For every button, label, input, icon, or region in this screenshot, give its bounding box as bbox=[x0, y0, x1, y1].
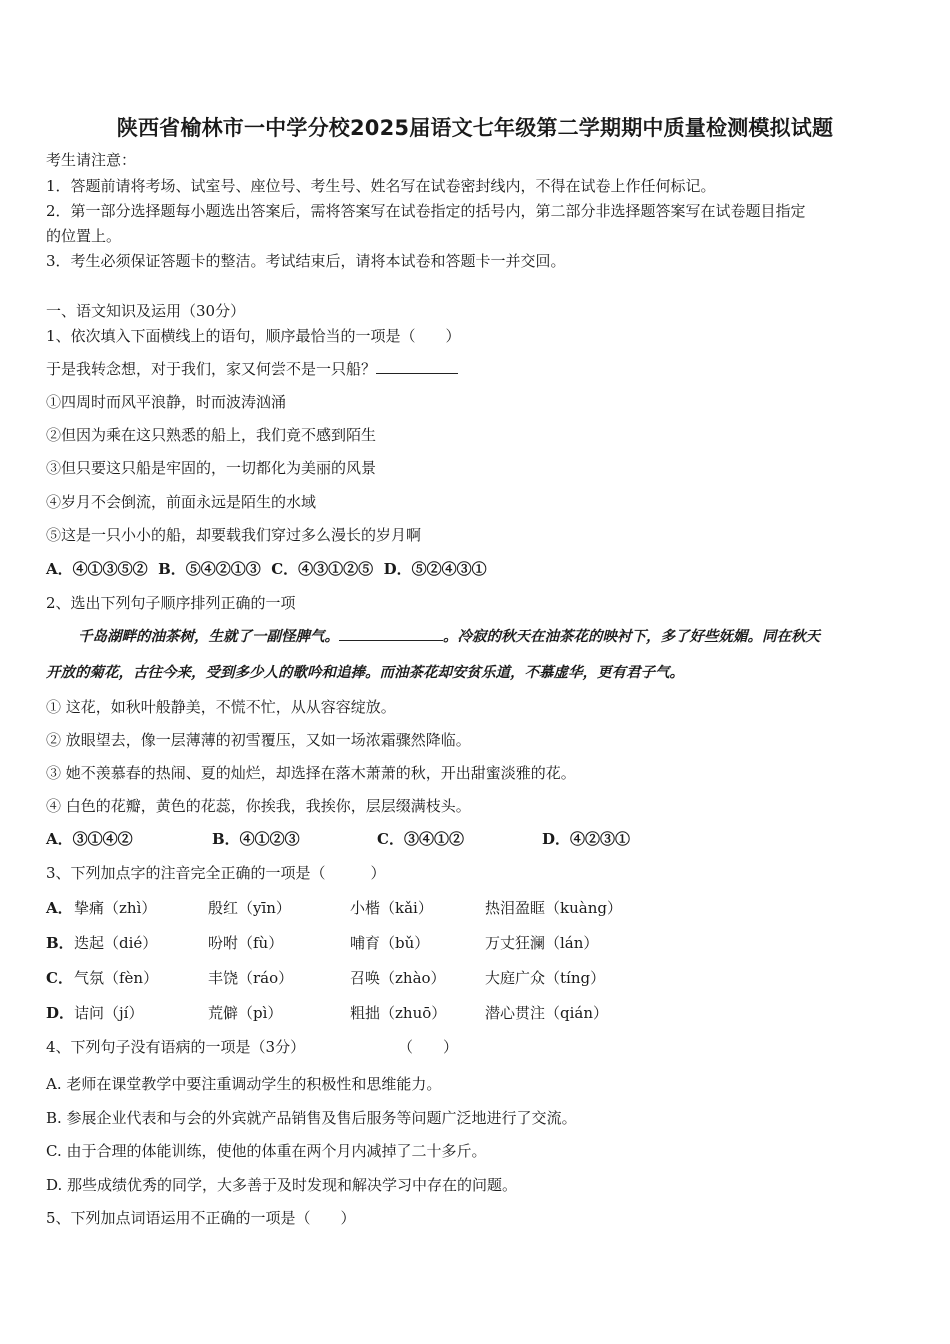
row-label: B． bbox=[46, 934, 74, 952]
question-1-sentence bbox=[46, 359, 458, 379]
question-5-stem: 5、下列加点词语运用不正确的一项是（ ） bbox=[46, 1209, 356, 1227]
question-4-stem: 4、下列句子没有语病的一项是（3分） bbox=[46, 1038, 306, 1056]
row-label: D． bbox=[46, 1004, 75, 1022]
notice-heading: 考生请注意： bbox=[46, 151, 137, 169]
row-label: C． bbox=[46, 969, 73, 987]
notice-item: 2．第一部分选择题每小题选出答案后，需将答案写在试卷指定的括号内，第二部分非选择题答案写在试卷题目指定 bbox=[46, 202, 806, 220]
pinyin-item: 迭起（dié） bbox=[74, 934, 158, 952]
notice-item: 3．考生必须保证答题卡的整洁。考试结束后，请将本试卷和答题卡一并交回。 bbox=[46, 252, 566, 270]
option-a: A. 老师在课堂教学中要注重调动学生的积极性和思维能力。 bbox=[46, 1075, 442, 1093]
option-c: C. 由于合理的体能训练，使他的体重在两个月内减掉了二十多斤。 bbox=[46, 1142, 487, 1160]
section-heading: 一、语文知识及运用（30分） bbox=[46, 302, 246, 320]
option-b: B. 参展企业代表和与会的外宾就产品销售及售后服务等问题广泛地进行了交流。 bbox=[46, 1109, 577, 1127]
option-d: D. 那些成绩优秀的同学，大多善于及时发现和解决学习中存在的问题。 bbox=[46, 1176, 518, 1194]
pinyin-item: 小楷（kǎi） bbox=[350, 899, 433, 917]
list-item: ①四周时而风平浪静，时而波涛汹涌 bbox=[46, 393, 287, 411]
sentence-text: 于是我转念想，对于我们，家又何尝不是一只船？ bbox=[46, 360, 377, 378]
pinyin-item: 挚痛（zhì） bbox=[74, 899, 157, 917]
option-d: D．④②③① bbox=[542, 830, 631, 848]
pinyin-item: 大庭广众（tíng） bbox=[485, 969, 606, 987]
answer-blank bbox=[376, 359, 458, 374]
answer-blank bbox=[339, 626, 443, 641]
list-item: ② 放眼望去，像一层薄薄的初雪覆压，又如一场浓霜骤然降临。 bbox=[46, 731, 471, 749]
question-2-stem: 2、选出下列句子顺序排列正确的一项 bbox=[46, 594, 296, 612]
pinyin-item: 殷红（yīn） bbox=[208, 899, 291, 917]
list-item: ⑤这是一只小小的船，却要载我们穿过多么漫长的岁月啊 bbox=[46, 526, 422, 544]
pinyin-item: 哺育（bǔ） bbox=[350, 934, 430, 952]
pinyin-item: 荒僻（pì） bbox=[208, 1004, 283, 1022]
list-item: ① 这花，如秋叶般静美，不慌不忙，从从容容绽放。 bbox=[46, 698, 396, 716]
pinyin-item: 粗拙（zhuō） bbox=[350, 1004, 447, 1022]
option-a: A．④①③⑤② bbox=[46, 560, 148, 578]
question-1-options bbox=[46, 559, 487, 579]
page-title: 陕西省榆林市一中学分校2025届语文七年级第二学期期中质量检测模拟试题 bbox=[116, 116, 834, 140]
answer-paren: （ ） bbox=[398, 1038, 459, 1056]
option-c: C．④③①②⑤ bbox=[271, 560, 374, 578]
pinyin-item: 万丈狂澜（lán） bbox=[485, 934, 599, 952]
pinyin-item: 诘问（jí） bbox=[74, 1004, 144, 1022]
pinyin-item: 气氛（fèn） bbox=[74, 969, 159, 987]
list-item: ④ 白色的花瓣，黄色的花蕊，你挨我，我挨你，层层缀满枝头。 bbox=[46, 797, 471, 815]
pinyin-item: 丰饶（ráo） bbox=[208, 969, 294, 987]
list-item: ②但因为乘在这只熟悉的船上，我们竟不感到陌生 bbox=[46, 426, 377, 444]
option-b: B．⑤④②①③ bbox=[158, 560, 261, 578]
pinyin-item: 热泪盈眶（kuàng） bbox=[485, 899, 622, 917]
list-item: ④岁月不会倒流，前面永远是陌生的水域 bbox=[46, 493, 317, 511]
passage-text: 。冷寂的秋天在油茶花的映衬下，多了好些妩媚。同在秋天 bbox=[443, 628, 820, 645]
option-c: C．③④①② bbox=[377, 830, 464, 848]
option-b: B．④①②③ bbox=[212, 830, 300, 848]
pinyin-item: 潜心贯注（qián） bbox=[485, 1004, 609, 1022]
pinyin-item: 吩咐（fù） bbox=[208, 934, 284, 952]
question-2-passage-line2: 开放的菊花，古往今来，受到多少人的歌吟和追捧。而油茶花却安贫乐道，不慕虚华，更有君子气。 bbox=[46, 664, 684, 681]
pinyin-item: 召唤（zhào） bbox=[350, 969, 446, 987]
passage-text: 千岛湖畔的油茶树，生就了一副怪脾气。 bbox=[78, 628, 339, 645]
option-d: D．⑤②④③① bbox=[383, 560, 487, 578]
notice-item: 1．答题前请将考场、试室号、座位号、考生号、姓名写在试卷密封线内，不得在试卷上作任何标记。 bbox=[46, 177, 716, 195]
list-item: ③ 她不羡慕春的热闹、夏的灿烂，却选择在落木萧萧的秋，开出甜蜜淡雅的花。 bbox=[46, 764, 576, 782]
row-label: A． bbox=[46, 899, 73, 917]
question-2-passage-line1 bbox=[78, 626, 820, 647]
list-item: ③但只要这只船是牢固的，一切都化为美丽的风景 bbox=[46, 459, 377, 477]
notice-item: 的位置上。 bbox=[46, 227, 122, 245]
option-a: A．③①④② bbox=[46, 830, 133, 848]
question-3-stem: 3、下列加点字的注音完全正确的一项是（ ） bbox=[46, 864, 386, 882]
question-1-stem: 1、依次填入下面横线上的语句，顺序最恰当的一项是（ ） bbox=[46, 327, 461, 345]
